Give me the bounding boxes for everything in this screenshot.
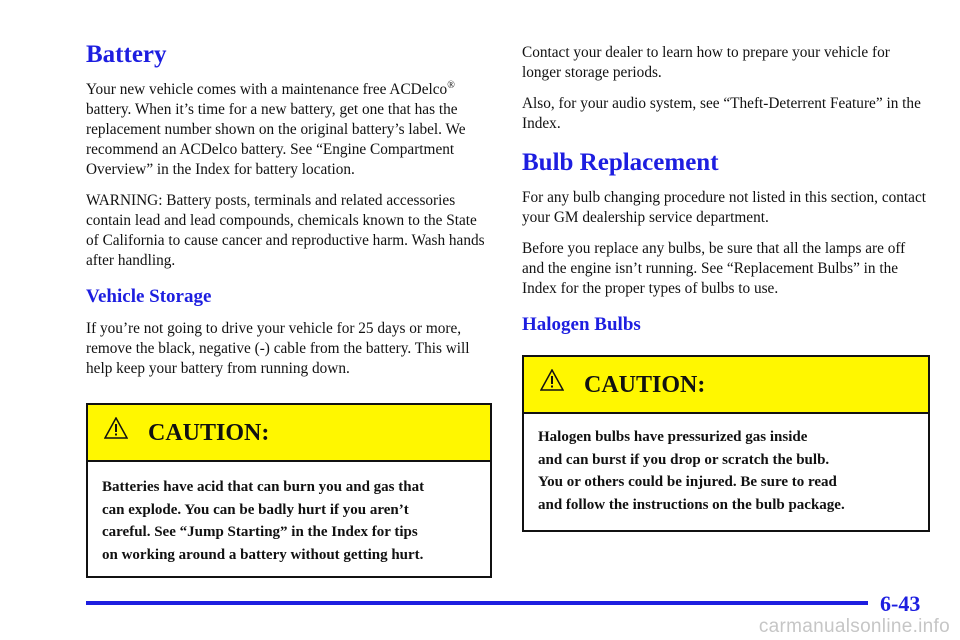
bulb-replacement-paragraph-2: Before you replace any bulbs, be sure that all the lamps are off and the engine isn’t running. See “Replacement Bulbs” in the Index for the proper types of bulbs to use. [522,240,906,297]
caution-line: and can burst if you drop or scratch the bulb. [538,451,830,468]
footer-rule [86,601,868,605]
battery-paragraph-text-a: Your new vehicle comes with a maintenance free ACDelco [86,81,448,98]
watermark: carmanualsonline.info [758,616,950,637]
caution-body [88,462,490,576]
battery-caution-box [86,403,492,578]
vehicle-storage-paragraph: If you’re not going to drive your vehicle for 25 days or more, remove the black, negative (-) cable from the battery. This will help keep your battery from running down. [86,320,470,377]
caution-header [88,405,490,462]
left-column [86,40,492,578]
bulb-replacement-paragraph-1: For any bulb changing procedure not listed in this section, contact your GM dealership service department. [522,189,927,226]
caution-line: on working around a battery without getting hurt. [102,546,424,563]
caution-title: CAUTION: [148,420,270,446]
bulb-replacement-heading: Bulb Replacement [522,149,719,176]
page-number: 6-43 [880,591,921,616]
storage-dealer-paragraph: Contact your dealer to learn how to prepare your vehicle for longer storage periods. [522,44,890,81]
battery-paragraph [86,80,492,180]
warning-triangle-icon [540,369,564,391]
caution-title: CAUTION: [584,372,706,398]
vehicle-storage-heading: Vehicle Storage [86,286,212,307]
audio-system-paragraph: Also, for your audio system, see “Theft-Deterrent Feature” in the Index. [522,95,921,132]
battery-warning-paragraph: WARNING: Battery posts, terminals and related accessories contain lead and lead compounds, chemicals known to the State of California to cause cancer and reproductive harm. Wash hands after handling. [86,192,485,269]
halogen-bulbs-heading: Halogen Bulbs [522,314,641,335]
halogen-caution-box [522,355,930,532]
warning-triangle-icon [104,417,128,439]
caution-header [524,357,928,414]
right-column [522,43,930,532]
battery-paragraph-text-b: battery. When it’s time for a new battery, get one that has the replacement number shown on the original battery’s label. We recommend an ACDelco battery. See “Engine Compartment Overview” in the Index for battery location. [86,101,466,178]
registered-mark: ® [447,80,455,91]
caution-body [524,414,928,530]
battery-heading: Battery [86,41,167,68]
caution-line: Halogen bulbs have pressurized gas inside [538,429,808,445]
caution-line: Batteries have acid that can burn you and gas that [102,479,425,495]
caution-line: careful. See “Jump Starting” in the Index for tips [102,524,418,540]
caution-line: You or others could be injured. Be sure to read [538,474,837,490]
caution-line: can explode. You can be badly hurt if you aren’t [102,501,409,518]
caution-line: and follow the instructions on the bulb package. [538,496,845,513]
